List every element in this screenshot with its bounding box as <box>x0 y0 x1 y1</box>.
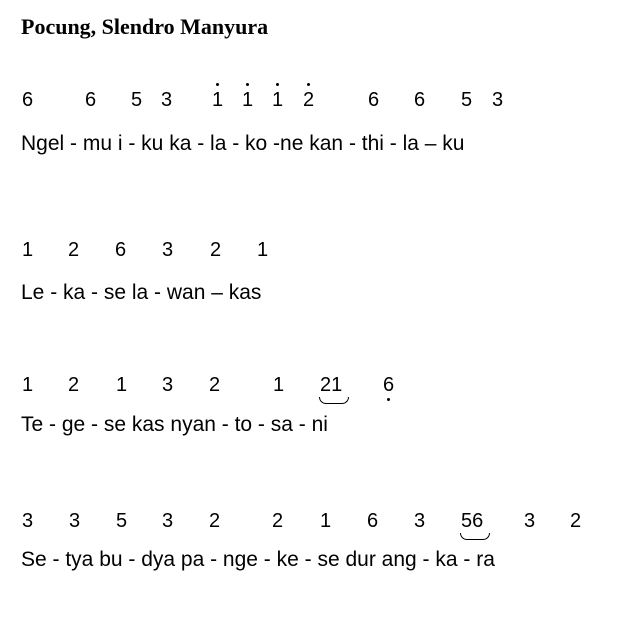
note-digit: 1 <box>242 89 254 111</box>
note-high-octave <box>272 90 283 110</box>
note-high-octave <box>212 90 223 110</box>
note: 2 <box>570 510 582 532</box>
note: 1 <box>116 374 128 396</box>
note-slurred: 56 <box>461 510 484 532</box>
note: 3 <box>22 510 34 532</box>
low-octave-dot-icon <box>387 398 390 401</box>
note: 3 <box>162 510 174 532</box>
note: 1 <box>320 510 332 532</box>
note: 3 <box>162 374 174 396</box>
note: 6 <box>368 89 380 111</box>
note-low-octave <box>383 375 394 395</box>
note: 5 <box>131 89 143 111</box>
note-high-octave <box>303 90 314 110</box>
note: 3 <box>69 510 81 532</box>
note: 6 <box>22 89 34 111</box>
note-digit: 1 <box>272 89 284 111</box>
lyric-line-4: Se - tya bu - dya pa - nge - ke - se dur ang - ka - ra <box>21 548 495 571</box>
note: 2 <box>68 374 80 396</box>
note: 1 <box>22 239 34 261</box>
note: 3 <box>524 510 536 532</box>
high-octave-dot-icon <box>246 83 249 86</box>
note: 5 <box>116 510 128 532</box>
slur-icon <box>460 533 490 540</box>
note: 1 <box>273 374 285 396</box>
note: 3 <box>414 510 426 532</box>
high-octave-dot-icon <box>276 83 279 86</box>
note: 6 <box>115 239 127 261</box>
note: 1 <box>22 374 34 396</box>
note: 2 <box>209 510 221 532</box>
note-digit: 6 <box>383 374 395 396</box>
note: 6 <box>367 510 379 532</box>
note: 1 <box>257 239 269 261</box>
note: 3 <box>492 89 504 111</box>
note: 2 <box>210 239 222 261</box>
note: 2 <box>209 374 221 396</box>
high-octave-dot-icon <box>216 83 219 86</box>
note: 6 <box>85 89 97 111</box>
page-title: Pocung, Slendro Manyura <box>21 14 269 39</box>
note-high-octave <box>242 90 253 110</box>
lyric-line-2: Le - ka - se la - wan – kas <box>21 281 262 304</box>
note-slurred: 21 <box>320 374 343 396</box>
lyric-line-3: Te - ge - se kas nyan - to - sa - ni <box>21 413 328 436</box>
note: 2 <box>68 239 80 261</box>
note: 2 <box>272 510 284 532</box>
note: 6 <box>414 89 426 111</box>
note: 3 <box>162 239 174 261</box>
note: 5 <box>461 89 473 111</box>
high-octave-dot-icon <box>307 83 310 86</box>
note-digit: 2 <box>303 89 315 111</box>
slur-icon <box>319 397 349 404</box>
lyric-line-1: Ngel - mu i - ku ka - la - ko -ne kan - thi - la – ku <box>21 132 465 155</box>
note: 3 <box>161 89 173 111</box>
note-digit: 1 <box>212 89 224 111</box>
